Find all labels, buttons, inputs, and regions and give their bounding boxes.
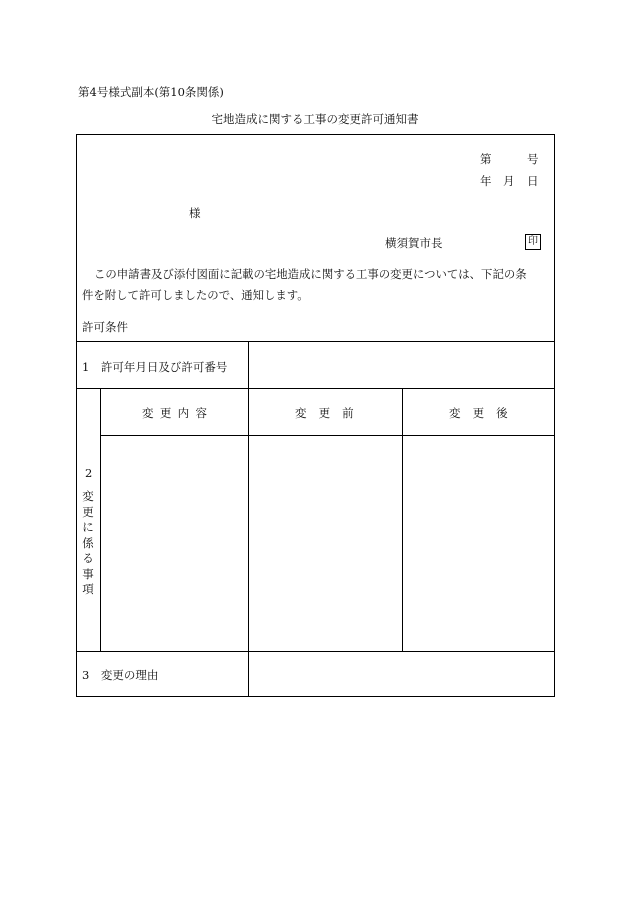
change-table-header-rule	[100, 435, 555, 436]
before-after-divider	[402, 388, 403, 651]
issuer-name: 横須賀市長	[385, 236, 443, 250]
number-prefix: 第	[480, 152, 492, 166]
item3-divider	[248, 651, 249, 697]
seal-mark: 印	[525, 234, 541, 250]
item2-label-divider	[100, 388, 101, 651]
col-header-before: 変更前	[295, 406, 366, 420]
conditions-label: 許可条件	[82, 320, 128, 334]
form-number-label: 第4号様式副本(第10条関係)	[78, 85, 224, 99]
item2-bottom-rule	[76, 651, 555, 652]
item2-number: 2	[85, 466, 93, 480]
item1-label: 1 許可年月日及び許可番号	[82, 360, 228, 374]
number-suffix: 号	[527, 152, 539, 166]
item1-divider	[248, 341, 249, 388]
date-day: 日	[527, 174, 539, 188]
addressee-honorific: 様	[189, 206, 201, 220]
col-header-after: 変更後	[449, 406, 520, 420]
date-month: 月	[503, 174, 515, 188]
notice-body-line2: 件を附して許可しましたので、通知します。	[82, 288, 309, 302]
document-title: 宅地造成に関する工事の変更許可通知書	[211, 112, 419, 126]
content-before-divider	[248, 388, 249, 651]
col-header-content: 変更内容	[142, 406, 214, 420]
notice-section-bottom-rule	[76, 341, 555, 342]
item2-label: 変更に係る事項	[82, 489, 94, 596]
item1-bottom-rule	[76, 388, 555, 389]
item3-label: 3 変更の理由	[82, 668, 159, 682]
notice-body-line1: この申請書及び添付図面に記載の宅地造成に関する工事の変更については、下記の条	[94, 267, 527, 281]
date-year: 年	[480, 174, 492, 188]
